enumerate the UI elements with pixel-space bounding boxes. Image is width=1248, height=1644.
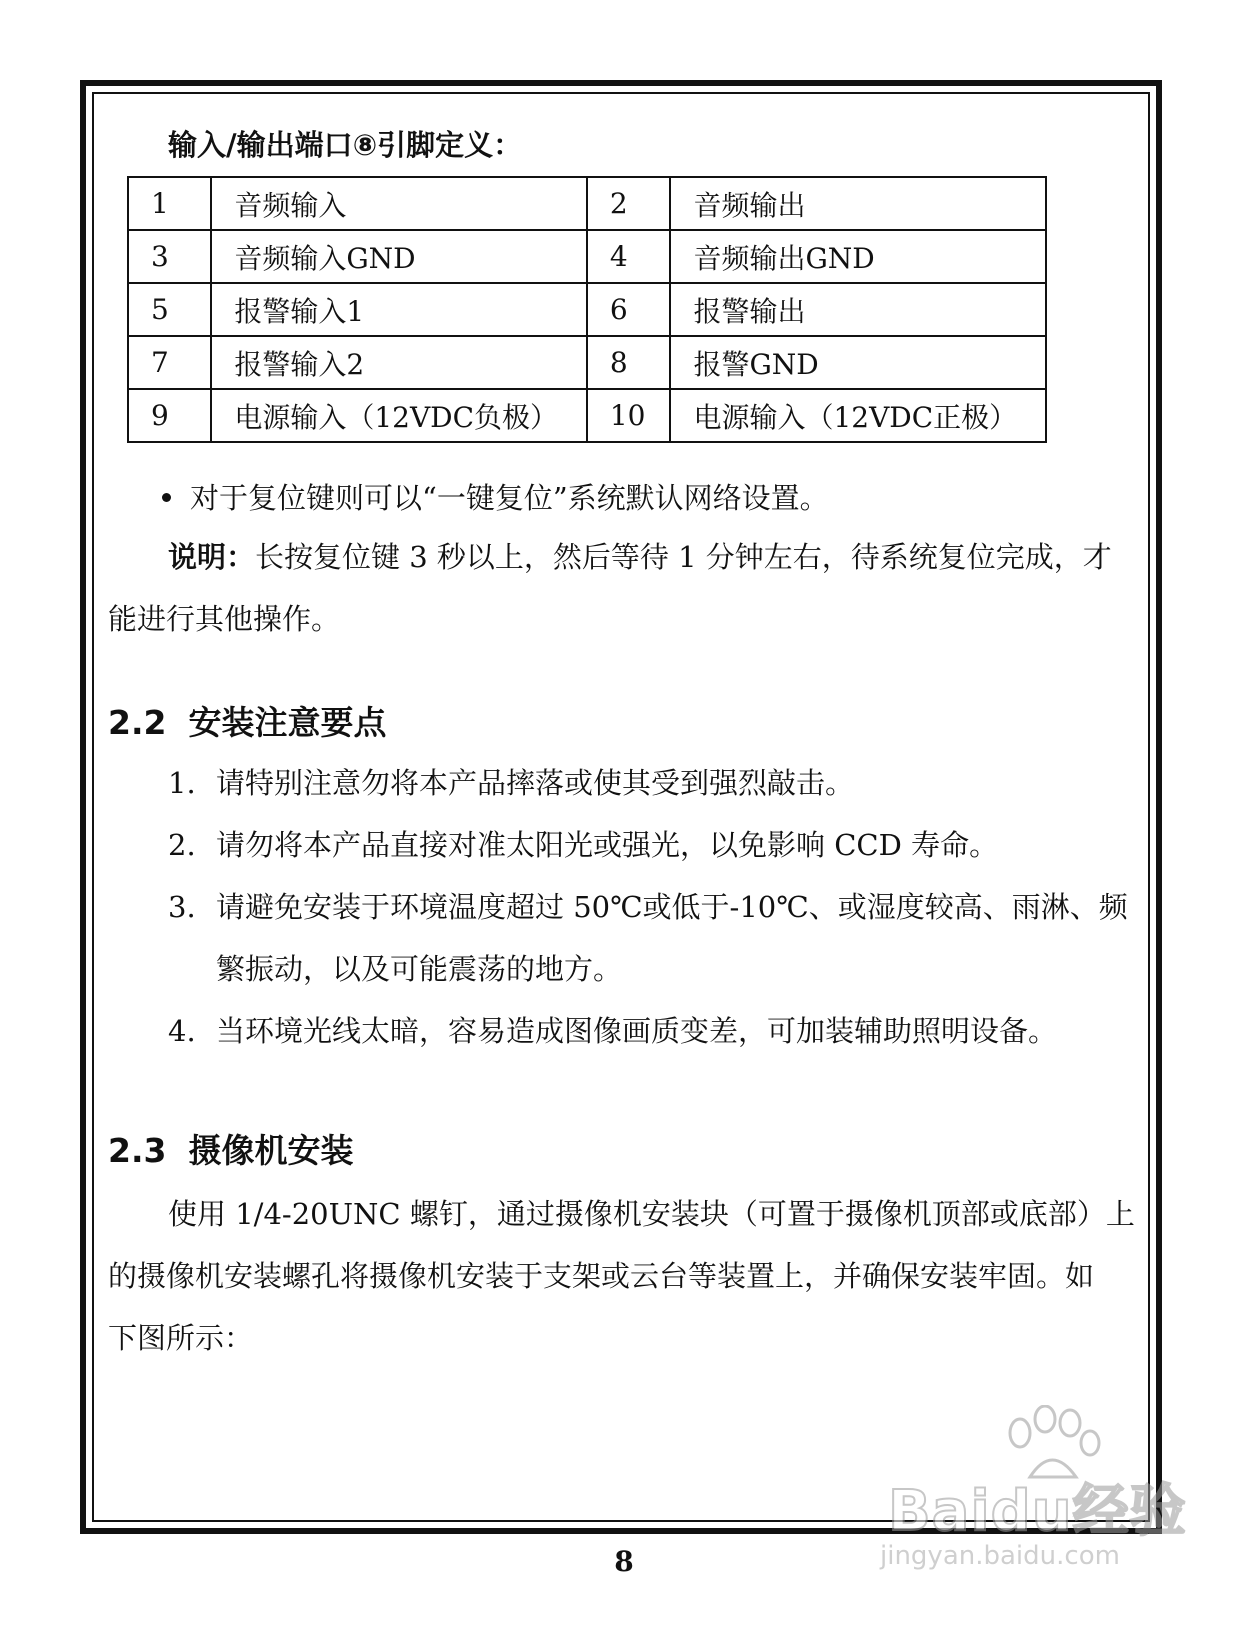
table-row xyxy=(128,177,1046,230)
item-3-text: 请避免安装于环境温度超过 50℃或低于-10℃、或湿度较高、雨淋、频 xyxy=(216,890,1128,924)
pin-number-cell: 8 xyxy=(587,336,671,389)
pin-label-cell: 报警GND xyxy=(670,336,1046,389)
pin-number-cell: 10 xyxy=(587,389,671,442)
pin-label-cell: 报警输入1 xyxy=(211,283,587,336)
pin-number-cell: 5 xyxy=(128,283,211,336)
item-1-text: 请特别注意勿将本产品摔落或使其受到强烈敲击。 xyxy=(216,766,855,800)
section-2-3-number: 2.3 xyxy=(108,1131,167,1170)
bullet-dot xyxy=(162,493,171,502)
section-2-3-line3: 下图所示： xyxy=(108,1321,254,1355)
reset-bullet-text: 对于复位键则可以“一键复位”系统默认网络设置。 xyxy=(190,481,829,515)
item-2-number: 2. xyxy=(168,828,196,862)
section-2-2-title: 安装注意要点 xyxy=(188,703,387,742)
note-text-line1: 长按复位键 3 秒以上，然后等待 1 分钟左右，待系统复位完成，才 xyxy=(255,540,1112,574)
pin-label-cell: 音频输出GND xyxy=(670,230,1046,283)
pin-label-cell: 报警输入2 xyxy=(211,336,587,389)
section-2-2-number: 2.2 xyxy=(108,703,167,742)
note-text-line2: 能进行其他操作。 xyxy=(108,602,341,636)
pin-label-cell: 报警输出 xyxy=(670,283,1046,336)
section-2-3-heading xyxy=(108,1129,353,1173)
section-2-3-line2: 的摄像机安装螺孔将摄像机安装于支架或云台等装置上，并确保安装牢固。如 xyxy=(108,1259,1095,1293)
page-number: 8 xyxy=(614,1545,634,1578)
pin-label-cell: 音频输入GND xyxy=(211,230,587,283)
item-2-text: 请勿将本产品直接对准太阳光或强光，以免影响 CCD 寿命。 xyxy=(216,828,999,862)
section-2-3-title: 摄像机安装 xyxy=(188,1131,354,1170)
pin-number-cell: 4 xyxy=(587,230,671,283)
section-2-3-line1: 使用 1/4-20UNC 螺钉，通过摄像机安装块（可置于摄像机顶部或底部）上 xyxy=(168,1197,1135,1231)
item-4-text: 当环境光线太暗，容易造成图像画质变差，可加装辅助照明设备。 xyxy=(216,1014,1058,1048)
pin-label-cell: 电源输入（12VDC负极） xyxy=(211,389,587,442)
pin-number-cell: 6 xyxy=(587,283,671,336)
pin-table-title: 输入/输出端口⑧引脚定义： xyxy=(168,128,523,162)
pin-label-cell: 电源输入（12VDC正极） xyxy=(670,389,1046,442)
pin-number-cell: 2 xyxy=(587,177,671,230)
table-row xyxy=(128,283,1046,336)
item-3-continuation: 繁振动，以及可能震荡的地方。 xyxy=(216,952,623,986)
item-3-number: 3. xyxy=(168,890,196,924)
table-row xyxy=(128,389,1046,442)
pin-number-cell: 3 xyxy=(128,230,211,283)
watermark-brand: Baidu经验 xyxy=(888,1479,1187,1544)
item-4-number: 4. xyxy=(168,1014,196,1048)
watermark-url: jingyan.baidu.com xyxy=(880,1541,1120,1571)
table-row xyxy=(128,336,1046,389)
pin-definition-table xyxy=(127,176,1047,443)
pin-label-cell: 音频输入 xyxy=(211,177,587,230)
reset-note xyxy=(168,537,1112,577)
pin-number-cell: 1 xyxy=(128,177,211,230)
pin-number-cell: 7 xyxy=(128,336,211,389)
pin-label-cell: 音频输出 xyxy=(670,177,1046,230)
baidu-watermark xyxy=(880,1405,1230,1571)
table-row xyxy=(128,230,1046,283)
item-1-number: 1. xyxy=(168,766,196,800)
note-label: 说明： xyxy=(168,540,256,574)
section-2-2-heading xyxy=(108,701,386,745)
pin-number-cell: 9 xyxy=(128,389,211,442)
